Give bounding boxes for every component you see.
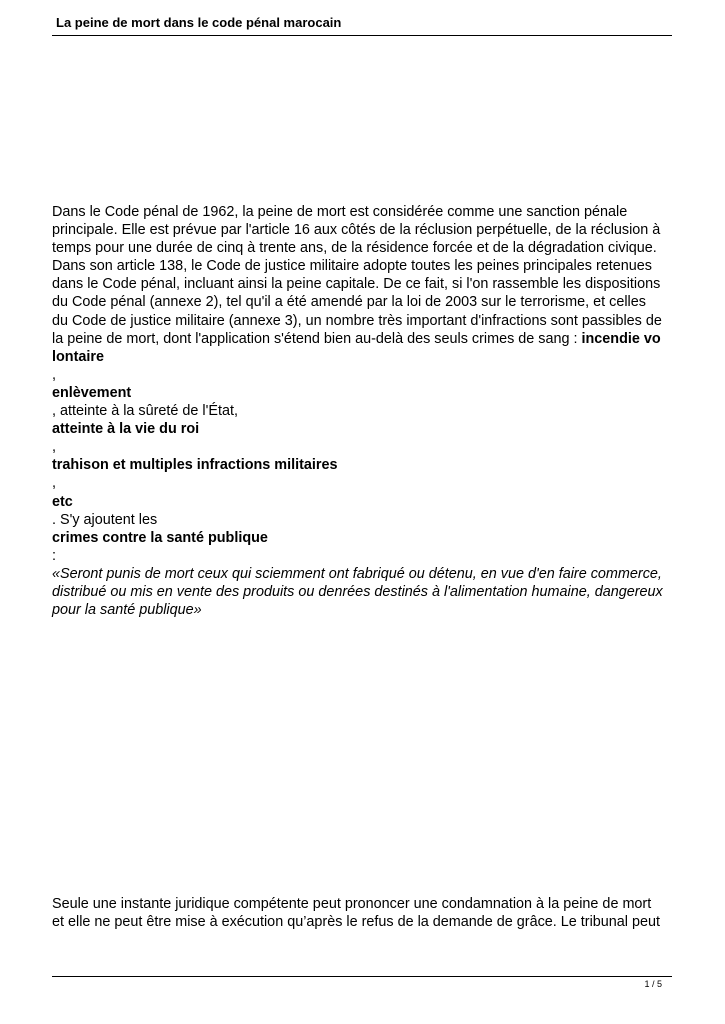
- bold-term-crimes-sante: crimes contre la santé publique: [52, 529, 268, 546]
- quote-line: distribué ou mis en vente des produits ou denrées destinés à l'alimentation humaine, dangereux: [52, 583, 663, 600]
- text-line: , atteinte à la sûreté de l'État,: [52, 403, 238, 420]
- quote-line: pour la santé publique»: [52, 602, 202, 619]
- text-line: Seule une instante juridique compétente peut prononcer une condamnation à la peine de mort: [52, 896, 652, 912]
- colon: :: [52, 547, 56, 564]
- main-paragraph: [52, 203, 675, 619]
- footer-divider: [52, 976, 672, 977]
- quote-line: «Seront punis de mort ceux qui sciemment ont fabriqué ou détenu, en vue d'en faire commerce,: [52, 565, 662, 582]
- text-line: Dans le Code pénal de 1962, la peine de mort est considérée comme une sanction pénale: [52, 204, 628, 220]
- second-paragraph: [52, 895, 675, 931]
- text-line: du Code pénal (annexe 2), tel qu'il a été amendé par la loi de 2003 sur le terrorisme, et celles: [52, 294, 646, 311]
- bold-term-trahison: trahison et multiples infractions militaires: [52, 457, 338, 474]
- text-segment: la peine de mort, dont l'application s'étend bien au-delà des seuls crimes de sang :: [52, 330, 582, 347]
- comma: ,: [52, 439, 56, 456]
- text-line: . S'y ajoutent les: [52, 511, 158, 528]
- text-line: [52, 330, 675, 348]
- text-line: Dans son article 138, le Code de justice militaire adopte toutes les peines principales retenues: [52, 258, 652, 275]
- bold-term-enlevement: enlèvement: [52, 384, 132, 401]
- bold-term-etc: etc: [52, 493, 73, 510]
- text-line: et elle ne peut être mise à exécution qu’après le refus de la demande de grâce. Le tribunal peut: [52, 914, 660, 931]
- page-number: 1 / 5: [644, 979, 662, 989]
- text-line: principale. Elle est prévue par l'article 16 aux côtés de la réclusion perpétuelle, de la réclusion à: [52, 222, 661, 239]
- text-line: temps pour une durée de cinq à trente ans, de la résidence forcée et de la dégradation civique.: [52, 240, 657, 257]
- bold-term-incendie-cont: lontaire: [52, 348, 104, 365]
- comma: ,: [52, 366, 56, 383]
- bold-term-atteinte-roi: atteinte à la vie du roi: [52, 421, 200, 438]
- comma: ,: [52, 475, 56, 492]
- document-title: La peine de mort dans le code pénal marocain: [56, 15, 342, 30]
- text-line: dans le Code pénal, incluant ainsi la peine capitale. De ce fait, si l'on rassemble les dispositions: [52, 276, 661, 293]
- text-line: du Code de justice militaire (annexe 3), un nombre très important d'infractions sont passibles de: [52, 312, 662, 329]
- header-divider: [52, 35, 672, 36]
- bold-term-incendie: incendie vo: [581, 330, 661, 347]
